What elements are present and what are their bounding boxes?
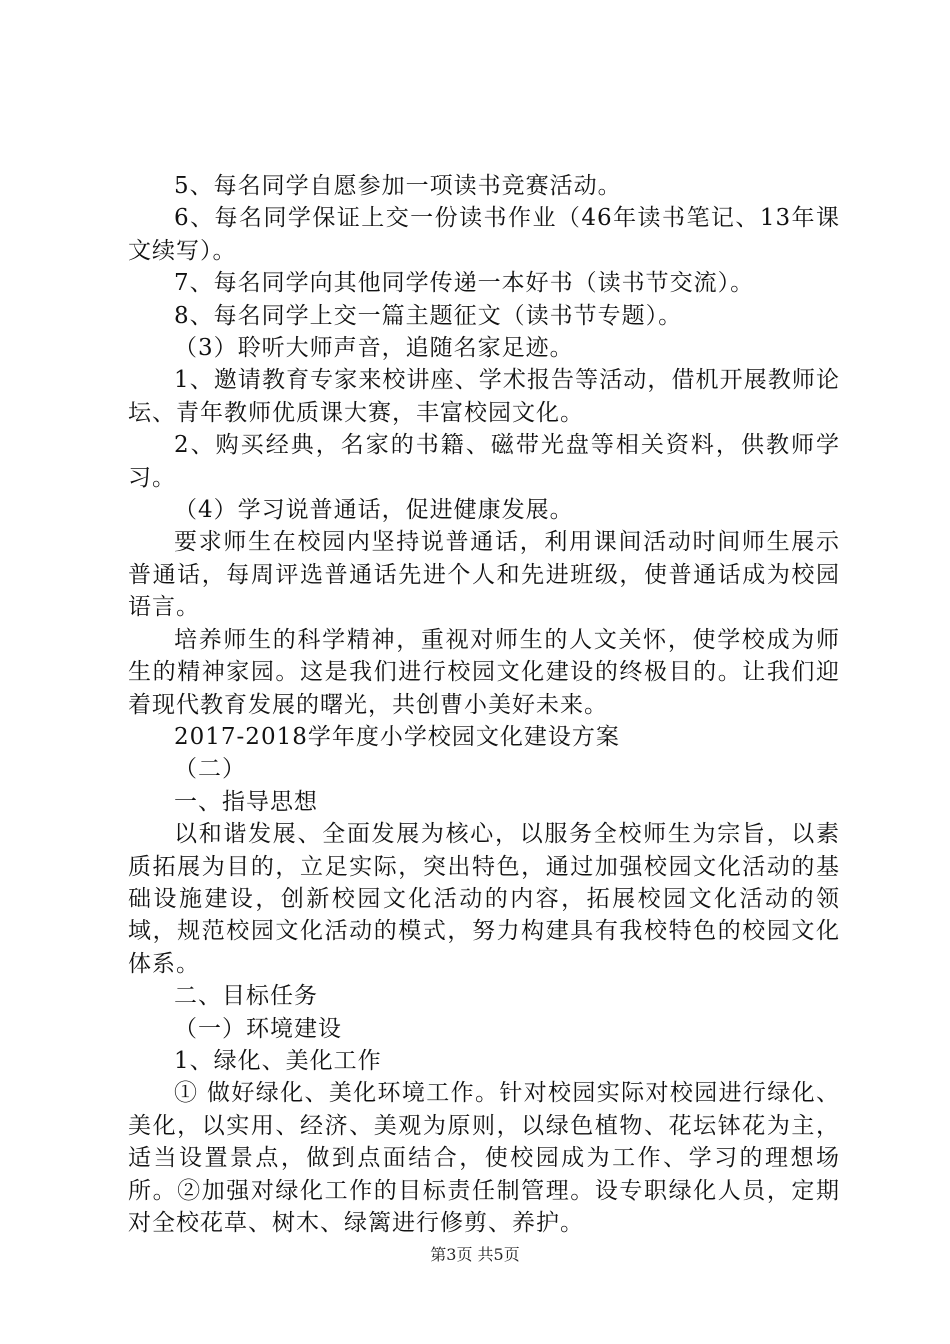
document-title: 2017-2018学年度小学校园文化建设方案	[174, 723, 620, 750]
paragraph: 2、购买经典，名家的书籍、磁带光盘等相关资料，供教师学习。	[128, 432, 840, 491]
paragraph: 培养师生的科学精神，重视对师生的人文关怀，使学校成为师生的精神家园。这是我们进行校园文化建设的终极目的。让我们迎着现代教育发展的曙光，共创曹小美好未来。	[128, 626, 840, 718]
paragraph: ① 做好绿化、美化环境工作。针对校园实际对校园进行绿化、美化，以实用、经济、美观为原则，以绿色植物、花坛钵花为主，适当设置景点，做到点面结合，使校园成为工作、学习的理想场所。②加强对绿化工作的目标责任制管理。设专职绿化人员，定期对全校花草、树木、绿篱进行修剪、养护。	[128, 1080, 840, 1236]
subheading: （4）学习说普通话，促进健康发展。	[174, 497, 574, 524]
paragraph: 1、邀请教育专家来校讲座、学术报告等活动，借机开展教师论坛、青年教师优质课大赛，丰富校园文化。	[128, 367, 840, 426]
document-body	[128, 170, 840, 1239]
subheading: （3）聆听大师声音，追随名家足迹。	[174, 335, 574, 362]
paragraph: 7、每名同学向其他同学传递一本好书（读书节交流）。	[174, 270, 755, 297]
paragraph: 要求师生在校园内坚持说普通话，利用课间活动时间师生展示普通话，每周评选普通话先进个人和先进班级，使普通话成为校园语言。	[128, 529, 840, 621]
page-footer: 第3页 共5页	[430, 1245, 520, 1264]
paragraph: 5、每名同学自愿参加一项读书竞赛活动。	[174, 173, 622, 199]
subheading: （一）环境建设	[174, 1015, 342, 1042]
section-heading: 一、指导思想	[174, 788, 318, 815]
paragraph: 6、每名同学保证上交一份读书作业（46年读书笔记、13年课文续写）。	[128, 205, 840, 264]
paragraph: 以和谐发展、全面发展为核心，以服务全校师生为宗旨，以素质拓展为目的，立足实际，突出特色，通过加强校园文化活动的基础设施建设，创新校园文化活动的内容，拓展校园文化活动的领域，规范校园文化活动的模式，努力构建具有我校特色的校园文化体系。	[128, 821, 840, 977]
paragraph: 8、每名同学上交一篇主题征文（读书节专题）。	[174, 302, 683, 329]
subheading: 1、绿化、美化工作	[174, 1047, 382, 1074]
section-heading: 二、目标任务	[174, 983, 318, 1010]
section-number: （二）	[174, 756, 246, 783]
